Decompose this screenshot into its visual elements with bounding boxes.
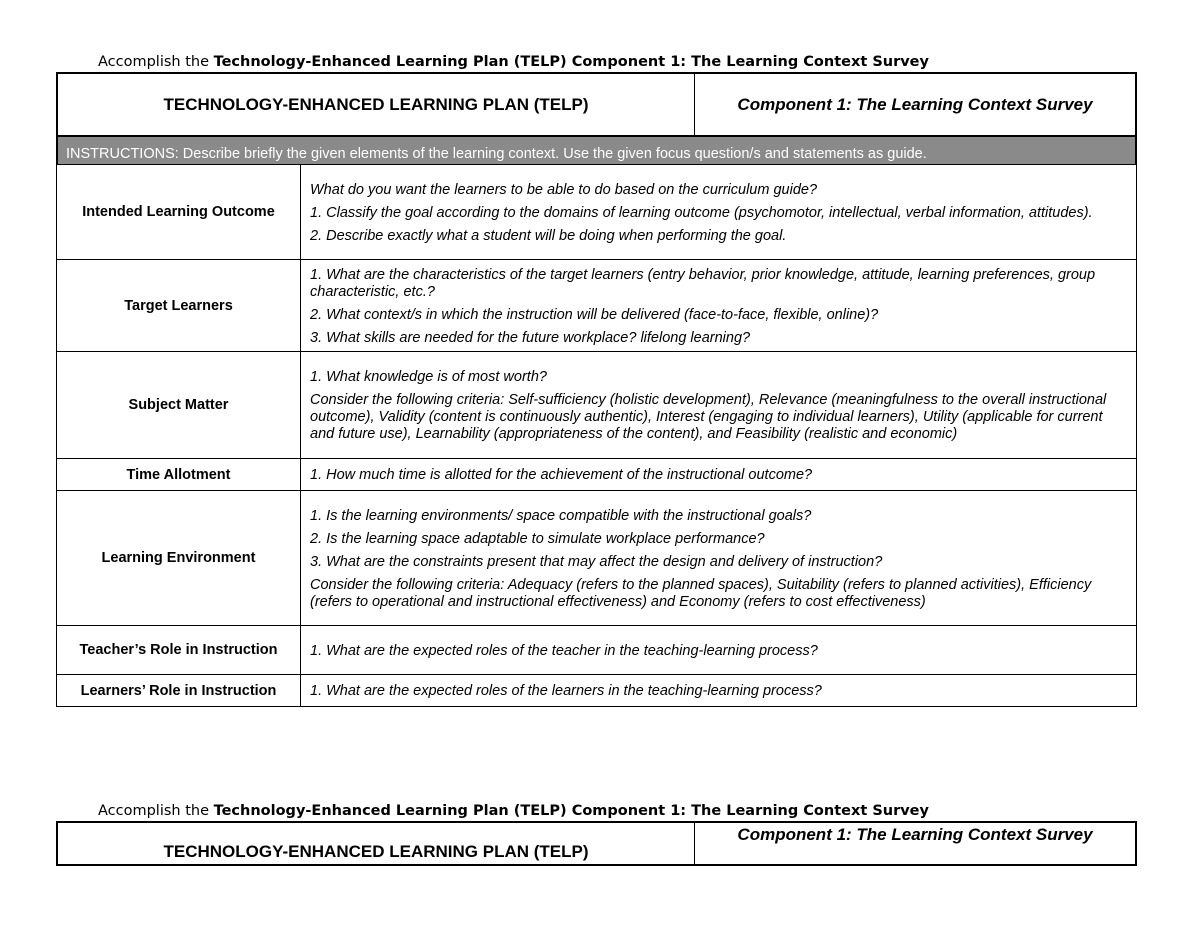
row-label-time-allotment: Time Allotment [57, 459, 301, 491]
header-component-title: Component 1: The Learning Context Survey [737, 825, 1093, 844]
row-label-learners-role: Learners’ Role in Instruction [57, 675, 301, 707]
question-text: 1. What knowledge is of most worth? [310, 369, 547, 385]
row-questions [301, 675, 1137, 707]
intro-prefix: Accomplish the [98, 803, 214, 819]
row-label-intended-learning-outcome: Intended Learning Outcome [57, 165, 301, 260]
question-text: 1. Is the learning environments/ space compatible with the instructional goals? [310, 507, 812, 524]
row-questions [301, 491, 1137, 626]
header-plan-title: TECHNOLOGY-ENHANCED LEARNING PLAN (TELP) [58, 823, 695, 864]
row-label-teachers-role: Teacher’s Role in Instruction [57, 626, 301, 675]
row-questions [301, 459, 1137, 491]
header-plan-title: TECHNOLOGY-ENHANCED LEARNING PLAN (TELP) [58, 74, 695, 135]
question-text: 1. What are the expected roles of the teacher in the teaching-learning process? [310, 642, 818, 659]
question-text: 2. Is the learning space adaptable to simulate workplace performance? [310, 530, 765, 547]
table-row [57, 491, 1137, 626]
row-label-learning-environment: Learning Environment [57, 491, 301, 626]
row-questions [301, 626, 1137, 675]
question-text: 2. Describe exactly what a student will be doing when performing the goal. [310, 227, 787, 244]
intro-title: Technology-Enhanced Learning Plan (TELP) Component 1: The Learning Context Survey [213, 803, 929, 819]
row-questions [301, 260, 1137, 352]
table-row [57, 165, 1137, 260]
question-text: Consider the following criteria: Adequacy (refers to the planned spaces), Suitability (refers to planned activities), Efficiency (refers to operational and instructional effectiveness) and Economy (refers to cost effectiveness) [310, 576, 1092, 610]
table-row [57, 459, 1137, 491]
intro-prefix: Accomplish the [98, 54, 214, 70]
question-text: 1. What are the expected roles of the learners in the teaching-learning process? [310, 683, 822, 699]
row-label-target-learners: Target Learners [57, 260, 301, 352]
question-text: Consider the following criteria: Self-sufficiency (holistic development), Relevance (meaningfulness to the overall instructional outcome), Validity (content is continuously authentic), Interest (engaging to individual learners), Utility (applicable for current and future use), Learnability (appropriateness of the content), and Feasibility (realistic and economic) [310, 392, 1107, 442]
question-text: 1. What are the characteristics of the target learners (entry behavior, prior knowledge, attitude, learning preferences, group characteristic, etc.? [310, 266, 1096, 300]
intro-title: Technology-Enhanced Learning Plan (TELP) Component 1: The Learning Context Survey [213, 54, 929, 70]
table-row [57, 260, 1137, 352]
header-table-page-2 [56, 821, 1137, 866]
intro-line-page-2 [98, 803, 929, 819]
row-questions [301, 352, 1137, 459]
table-row [57, 352, 1137, 459]
instructions-bar: INSTRUCTIONS: Describe briefly the given elements of the learning context. Use the given focus question/s and statements as guide. [56, 137, 1137, 164]
question-text: 1. Classify the goal according to the domains of learning outcome (psychomotor, intellectual, verbal information, attitudes). [310, 204, 1093, 221]
question-text: 3. What are the constraints present that may affect the design and delivery of instruction? [310, 553, 883, 570]
question-text: 3. What skills are needed for the future workplace? lifelong learning? [310, 329, 751, 346]
intro-line [98, 54, 929, 70]
table-row [57, 626, 1137, 675]
row-label-subject-matter: Subject Matter [57, 352, 301, 459]
header-table [56, 72, 1137, 137]
question-text: What do you want the learners to be able to do based on the curriculum guide? [310, 181, 818, 198]
question-text: 1. How much time is allotted for the achievement of the instructional outcome? [310, 467, 813, 483]
table-row [57, 675, 1137, 707]
question-text: 2. What context/s in which the instruction will be delivered (face-to-face, flexible, online)? [310, 306, 879, 323]
learning-context-table [56, 164, 1137, 707]
header-component-title: Component 1: The Learning Context Survey [737, 94, 1093, 114]
row-questions [301, 165, 1137, 260]
